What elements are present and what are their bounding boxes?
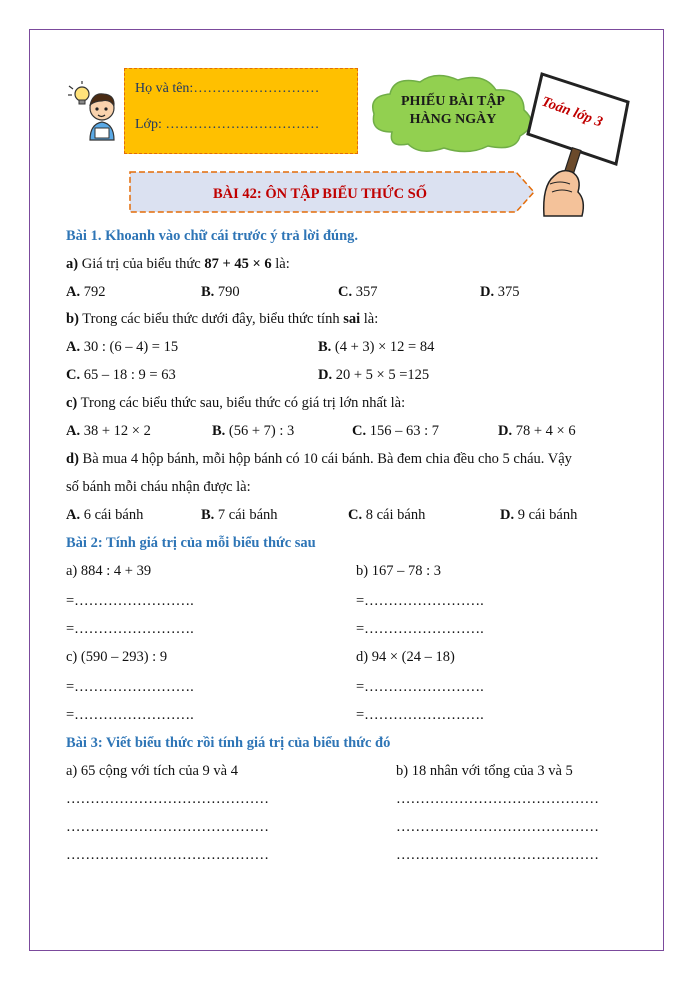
option-d-4[interactable]: D. 9 cái bánh — [500, 507, 578, 523]
option-a-1[interactable]: A. 792 — [66, 284, 106, 300]
bai1-question-c: c) Trong các biểu thức sau, biểu thức có giá trị lớn nhất là: — [66, 395, 406, 411]
bai1-question-a: a) Giá trị của biểu thức 87 + 45 × 6 là: — [66, 256, 290, 272]
class-field-label: Lớp: …………………………… — [135, 117, 320, 132]
answer-line[interactable]: =……………………. — [66, 593, 194, 609]
answer-dots[interactable]: …………………………………… — [66, 847, 269, 863]
bai2-item-c: c) (590 – 293) : 9 — [66, 649, 168, 665]
lesson-title: BÀI 42: ÔN TẬP BIỂU THỨC SỐ — [212, 186, 428, 202]
option-b-4[interactable]: D. 20 + 5 × 5 =125 — [318, 367, 430, 383]
answer-dots[interactable]: …………………………………… — [396, 819, 599, 835]
bai2-item-a: a) 884 : 4 + 39 — [66, 563, 152, 579]
bai1-question-d-line2: số bánh mỗi cháu nhận được là: — [66, 479, 251, 495]
answer-dots[interactable]: …………………………………… — [396, 791, 599, 807]
bai1-title: Bài 1. Khoanh vào chữ cái trước ý trả lời đúng. — [66, 228, 359, 244]
worksheet-heading: PHIẾU BÀI TẬP HÀNG NGÀY — [401, 94, 505, 127]
option-c-1[interactable]: A. 38 + 12 × 2 — [66, 423, 151, 439]
bai1-question-b: b) Trong các biểu thức dưới đây, biểu thức tính sai là: — [66, 311, 379, 327]
answer-dots[interactable]: …………………………………… — [66, 791, 269, 807]
answer-line[interactable]: =……………………. — [66, 707, 194, 723]
answer-line[interactable]: =……………………. — [356, 621, 484, 637]
name-field-label: Họ và tên:……………………… — [135, 81, 320, 96]
option-d-3[interactable]: C. 8 cái bánh — [348, 507, 426, 523]
option-a-2[interactable]: B. 790 — [201, 284, 240, 300]
option-c-3[interactable]: C. 156 – 63 : 7 — [352, 423, 440, 439]
sign-label: Toán lớp 3 — [539, 93, 605, 131]
option-a-4[interactable]: D. 375 — [480, 284, 520, 300]
bai3-item-b: b) 18 nhân với tổng của 3 và 5 — [396, 763, 573, 779]
answer-dots[interactable]: …………………………………… — [396, 847, 599, 863]
answer-line[interactable]: =……………………. — [356, 707, 484, 723]
answer-line[interactable]: =……………………. — [356, 593, 484, 609]
option-c-2[interactable]: B. (56 + 7) : 3 — [212, 423, 295, 439]
bai3-item-a: a) 65 cộng với tích của 9 và 4 — [66, 763, 238, 779]
student-info-box — [124, 68, 358, 154]
bai3-title: Bài 3: Viết biểu thức rồi tính giá trị của biểu thức đó — [66, 735, 391, 751]
option-d-1[interactable]: A. 6 cái bánh — [66, 507, 144, 523]
option-b-1[interactable]: A. 30 : (6 – 4) = 15 — [66, 339, 179, 355]
bai1-question-d-line1: d) Bà mua 4 hộp bánh, mỗi hộp bánh có 10 cái bánh. Bà đem chia đều cho 5 cháu. Vậy — [66, 451, 572, 467]
student-icon — [66, 80, 122, 142]
option-c-4[interactable]: D. 78 + 4 × 6 — [498, 423, 576, 439]
answer-line[interactable]: =……………………. — [66, 679, 194, 695]
answer-line[interactable]: =……………………. — [66, 621, 194, 637]
answer-line[interactable]: =……………………. — [356, 679, 484, 695]
option-b-2[interactable]: B. (4 + 3) × 12 = 84 — [318, 339, 435, 355]
answer-dots[interactable]: …………………………………… — [66, 819, 269, 835]
option-a-3[interactable]: C. 357 — [338, 284, 378, 300]
option-d-2[interactable]: B. 7 cái bánh — [201, 507, 278, 523]
bai2-title: Bài 2: Tính giá trị của mỗi biểu thức sau — [66, 535, 316, 551]
option-b-3[interactable]: C. 65 – 18 : 9 = 63 — [66, 367, 176, 383]
bai2-item-b: b) 167 – 78 : 3 — [356, 563, 441, 579]
bai2-item-d: d) 94 × (24 – 18) — [356, 649, 455, 665]
